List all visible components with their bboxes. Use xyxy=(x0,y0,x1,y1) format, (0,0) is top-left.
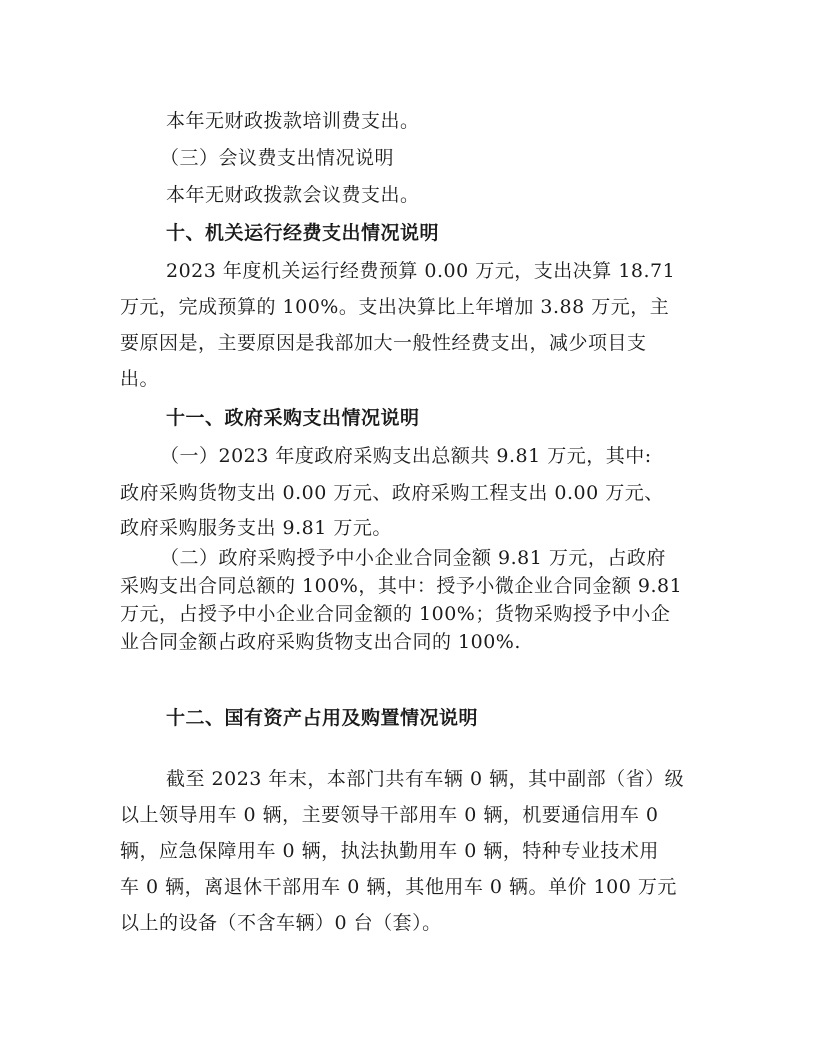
paragraph-line: 要原因是，主要原因是我部加大一般性经费支出，减少项目支 xyxy=(120,332,647,354)
paragraph-line: （一）2023 年度政府采购支出总额共 9.81 万元，其中: xyxy=(160,445,652,467)
paragraph-line: 采购支出合同总额的 100%，其中：授予小微企业合同金额 9.81 xyxy=(120,575,683,597)
section-11-heading: 十一、政府采购支出情况说明 xyxy=(166,407,420,429)
training-fee-line: 本年无财政拨款培训费支出。 xyxy=(166,110,420,132)
paragraph-line: 政府采购服务支出 9.81 万元。 xyxy=(120,517,392,539)
paragraph-line: 辆，应急保障用车 0 辆，执法执勤用车 0 辆，特种专业技术用 xyxy=(120,840,659,862)
paragraph-line: 截至 2023 年末，本部门共有车辆 0 辆，其中副部（省）级 xyxy=(166,768,685,790)
paragraph-line: 以上领导用车 0 辆，主要领导干部用车 0 辆，机要通信用车 0 xyxy=(120,804,659,826)
section-12-heading: 十二、国有资产占用及购置情况说明 xyxy=(166,707,479,729)
paragraph-line: 以上的设备（不含车辆）0 台（套）。 xyxy=(120,912,442,934)
paragraph-line: （二）政府采购授予中小企业合同金额 9.81 万元，占政府 xyxy=(160,547,666,569)
section-10-heading: 十、机关运行经费支出情况说明 xyxy=(166,222,440,244)
paragraph-line: 2023 年度机关运行经费预算 0.00 万元，支出决算 18.71 xyxy=(166,260,676,282)
paragraph-line: 万元，占授予中小企业合同金额的 100%；货物采购授予中小企 xyxy=(120,603,671,625)
paragraph-line: 出。 xyxy=(120,368,160,390)
paragraph-line: 车 0 辆，离退休干部用车 0 辆，其他用车 0 辆。单价 100 万元 xyxy=(120,876,677,898)
paragraph-line: 业合同金额占政府采购货物支出合同的 100%. xyxy=(120,631,521,653)
paragraph-line: 政府采购货物支出 0.00 万元、政府采购工程支出 0.00 万元、 xyxy=(120,482,664,504)
paragraph-line: 万元，完成预算的 100%。支出决算比上年增加 3.88 万元，主 xyxy=(120,296,670,318)
meeting-fee-subheading: （三）会议费支出情况说明 xyxy=(160,147,395,169)
meeting-fee-line: 本年无财政拨款会议费支出。 xyxy=(166,184,420,206)
